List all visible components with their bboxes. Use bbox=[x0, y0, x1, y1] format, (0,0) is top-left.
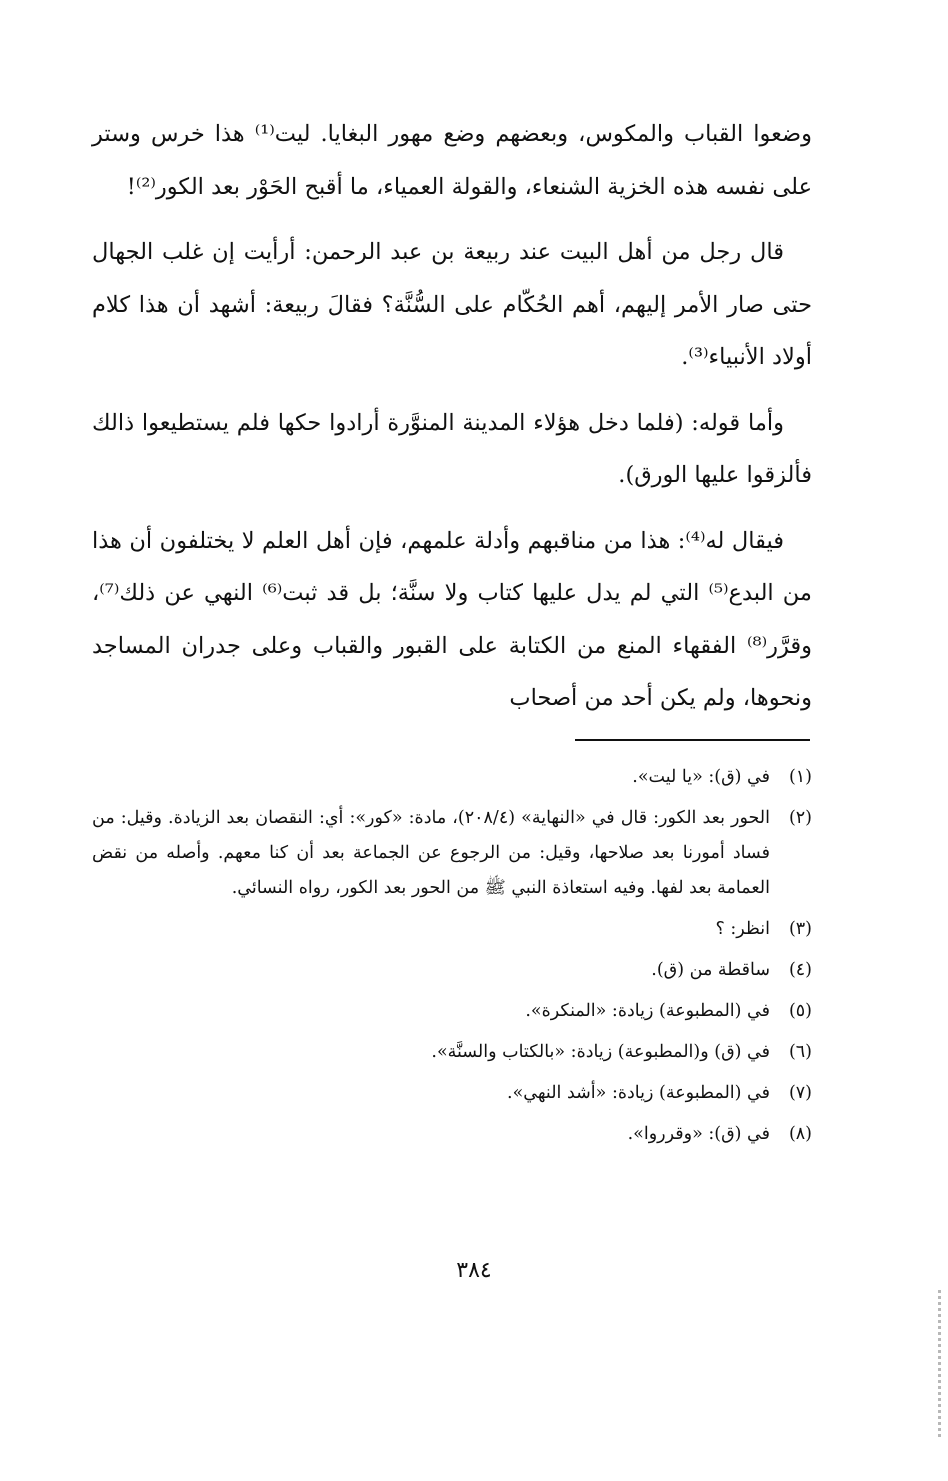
footnote-item bbox=[92, 953, 812, 988]
footnote-text: انظر: ؟ bbox=[715, 919, 770, 939]
paragraph-4: فيقال له⁽⁴⁾: هذا من مناقبهم وأدلة علمهم، فإن أهل العلم لا يختلفون أن هذا من البدع⁽⁵⁾ التي لم يدل عليها كتاب ولا سنَّة؛ بل قد ثبت⁽⁶⁾ النهي عن ذلك⁽⁷⁾، وقرَّر⁽⁸⁾ الفقهاء المنع من الكتابة على القبور والقباب وعلى جدران المساجد ونحوها، ولم يكن أحد من أصحاب bbox=[92, 527, 812, 711]
footnote-text: في (ق) و(المطبوعة) زيادة: «بالكتاب والسنَّة». bbox=[431, 1042, 770, 1062]
footnote-item bbox=[92, 1035, 812, 1070]
footnote-item bbox=[92, 994, 812, 1029]
footnote-number: (١) bbox=[788, 767, 812, 787]
footnote-number: (٦) bbox=[788, 1042, 812, 1062]
scan-edge-marks bbox=[938, 1290, 941, 1440]
paragraph-1: وضعوا القباب والمكوس، وبعضهم وضع مهور البغايا. ليت⁽¹⁾ هذا خرس وستر على نفسه هذه الخزية الشنعاء، والقولة العمياء، ما أقبح الحَوْر بعد الكور⁽²⁾! bbox=[92, 121, 812, 200]
footnote-text: في (ق): «وقرروا». bbox=[627, 1124, 770, 1144]
footnote-item bbox=[92, 1117, 812, 1152]
footnote-item bbox=[92, 1076, 812, 1111]
footnote-number: (٨) bbox=[788, 1124, 812, 1144]
footnote-item bbox=[92, 801, 812, 906]
footnote-item bbox=[92, 912, 812, 947]
footnote-number: (٥) bbox=[788, 1001, 812, 1021]
footnote-text: في (المطبوعة) زيادة: «المنكرة». bbox=[525, 1001, 770, 1021]
footnote-text: في (المطبوعة) زيادة: «أشد النهي». bbox=[507, 1083, 770, 1103]
footnote-divider bbox=[575, 739, 810, 741]
page-number: ٣٨٤ bbox=[456, 1258, 492, 1283]
footnote-text: الحور بعد الكور: قال في «النهاية» (٢٠٨/٤)، مادة: «كور»: أي: النقصان بعد الزيادة. وقيل: من فساد أمورنا بعد صلاحها، وقيل: من الرجوع عن الجماعة بعد أن كنا معهم. وأصله من نقض العمامة بعد لفها. وفيه استعاذة النبي ﷺ من الحور بعد الكور، رواه النسائي. bbox=[92, 808, 770, 898]
paragraph-3: وأما قوله: (فلما دخل هؤلاء المدينة المنوَّرة أرادوا حكها فلم يستطيعوا ذالك فألزقوا عليها الورق). bbox=[92, 409, 812, 488]
footnote-text: في (ق): «يا ليت». bbox=[632, 767, 770, 787]
footnote-number: (٤) bbox=[788, 960, 812, 980]
main-text bbox=[92, 108, 812, 738]
footnotes bbox=[92, 760, 812, 1158]
footnote-item bbox=[92, 760, 812, 795]
paragraph-2: قال رجل من أهل البيت عند ربيعة بن عبد الرحمن: أرأيت إن غلب الجهال حتى صار الأمر إليهم، أهم الحُكّام على السُّنَّة؟ فقالَ ربيعة: أشهد أن هذا كلام أولاد الأنبياء⁽³⁾. bbox=[92, 239, 812, 370]
footnote-number: (٢) bbox=[788, 808, 812, 828]
footnote-number: (٧) bbox=[788, 1083, 812, 1103]
footnote-number: (٣) bbox=[788, 919, 812, 939]
footnote-text: ساقطة من (ق). bbox=[651, 960, 770, 980]
